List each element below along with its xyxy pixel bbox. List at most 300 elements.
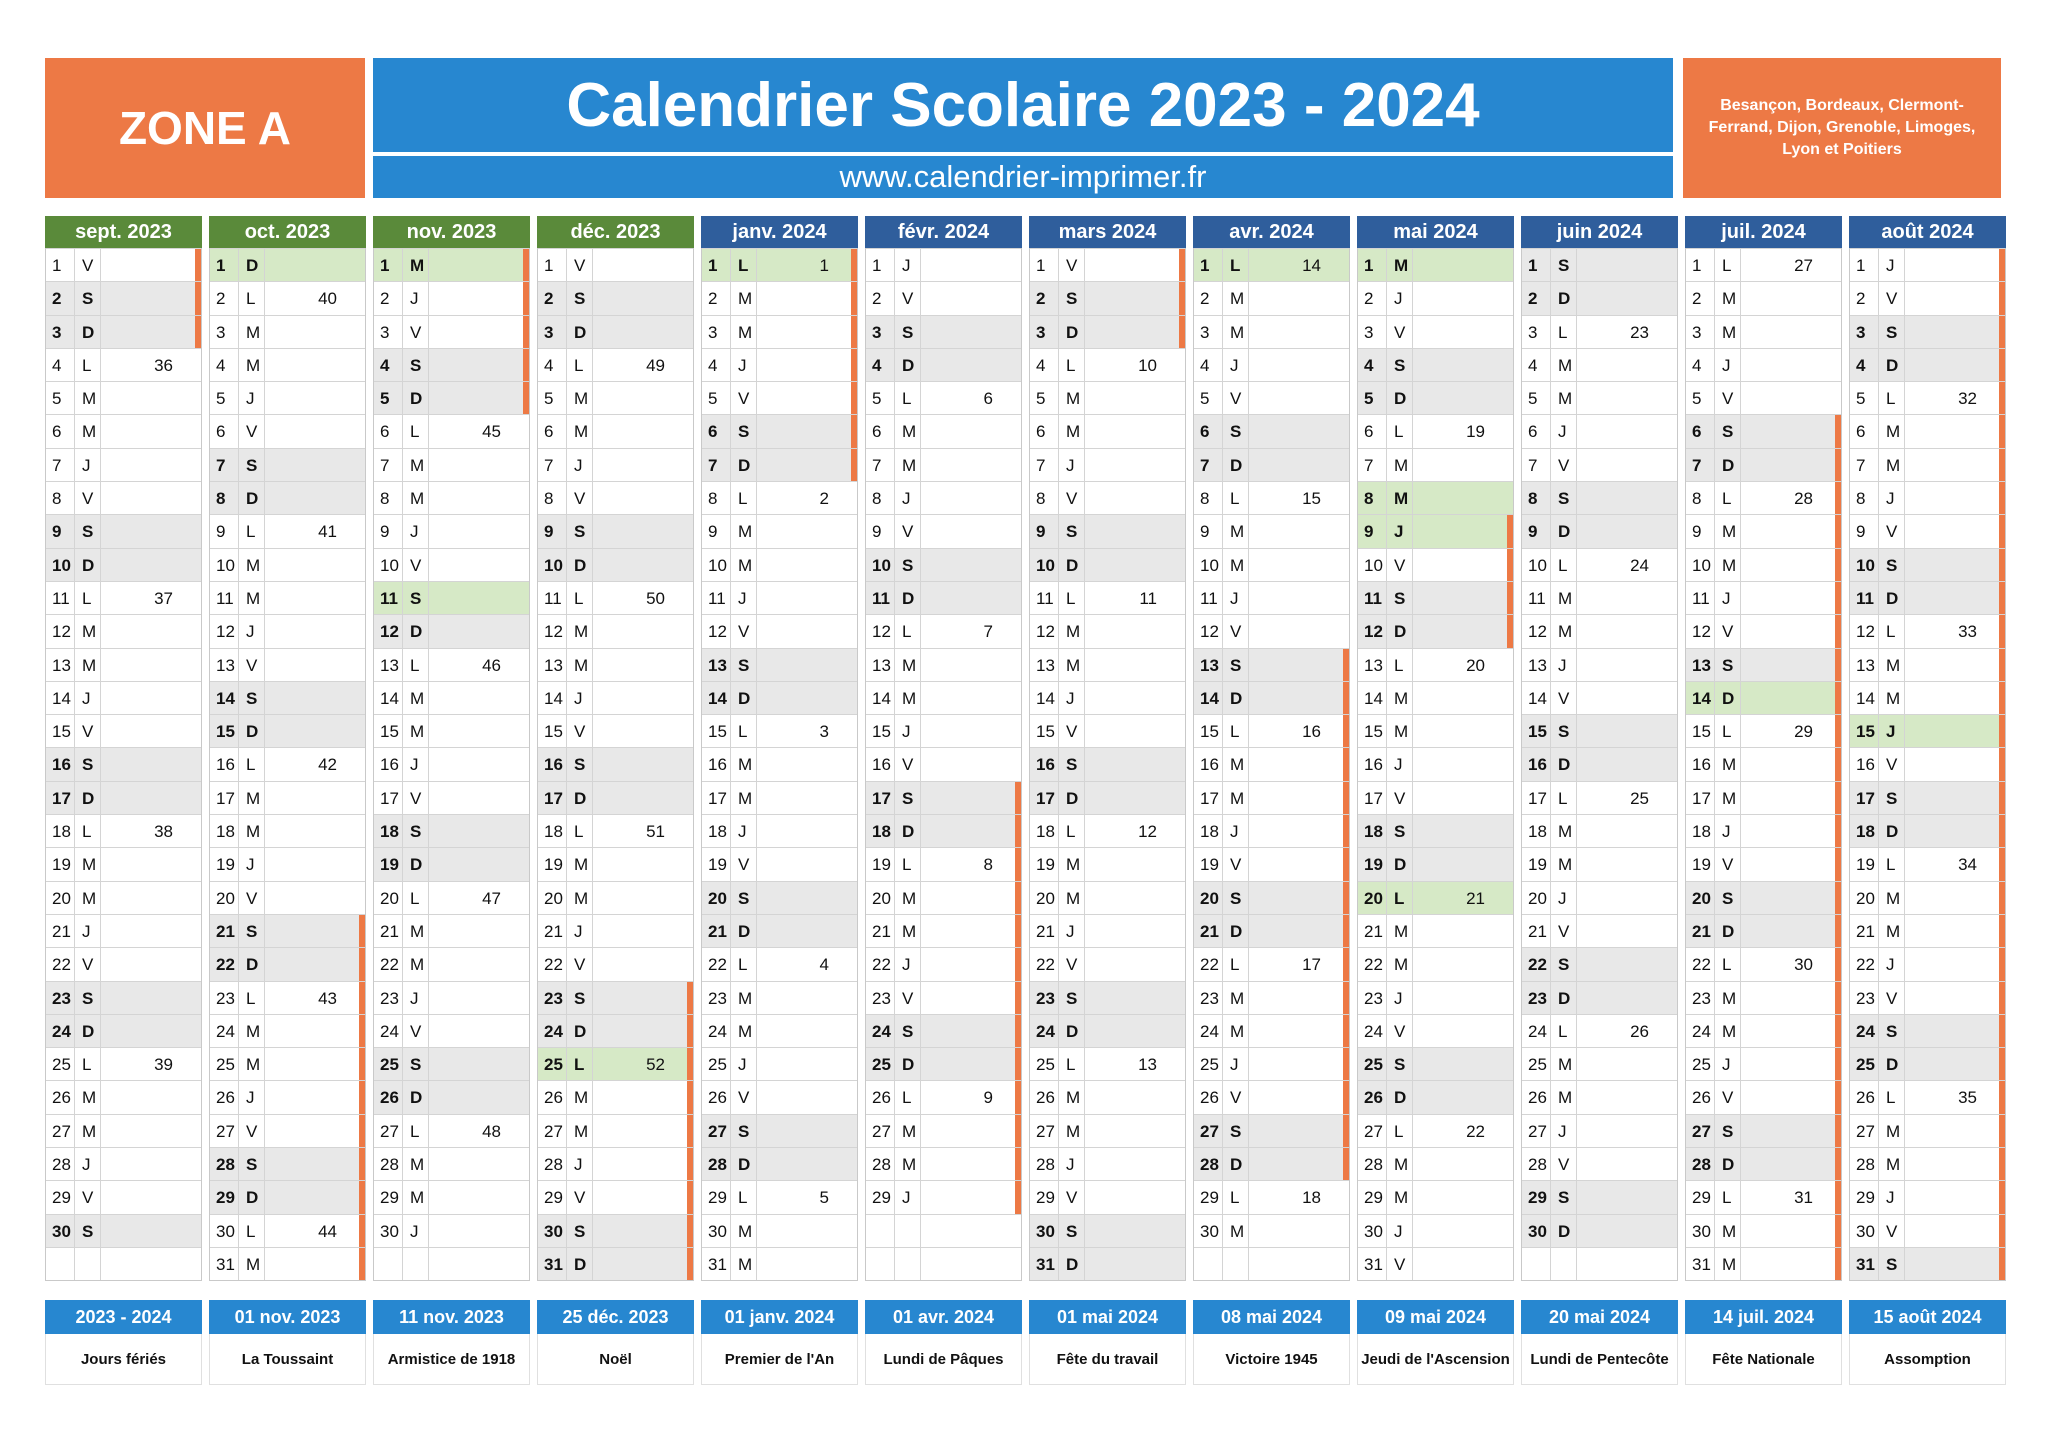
weekday-letter: D [1394, 389, 1407, 409]
vacation-marker [1507, 515, 1513, 547]
week-number: 29 [1794, 722, 1813, 742]
day-row [1522, 814, 1677, 847]
day-row [866, 1114, 1021, 1147]
day-row [46, 881, 201, 914]
day-number: 29 [1036, 1188, 1055, 1208]
month-header: avr. 2024 [1193, 216, 1350, 248]
day-number: 18 [872, 822, 891, 842]
weekday-letter: M [1722, 289, 1737, 309]
weekday-letter: M [1230, 755, 1245, 775]
day-row [538, 781, 693, 814]
day-number: 15 [544, 722, 563, 742]
week-number: 48 [482, 1121, 501, 1141]
day-number: 22 [1692, 955, 1711, 975]
month-header: sept. 2023 [45, 216, 202, 248]
day-row [538, 414, 693, 447]
month-column [45, 216, 202, 1281]
holiday-name: Lundi de Pâques [865, 1334, 1022, 1385]
weekday-letter: D [1558, 522, 1571, 542]
day-number: 14 [1200, 688, 1219, 708]
day-row [702, 648, 857, 681]
weekday-letter: J [410, 988, 419, 1008]
month-column [537, 216, 694, 1281]
holiday-name: La Toussaint [209, 1334, 366, 1385]
weekday-letter: J [1558, 422, 1567, 442]
weekday-letter: L [246, 289, 256, 309]
weekday-letter: D [1558, 755, 1571, 775]
day-number: 17 [1856, 788, 1875, 808]
day-row [1194, 947, 1349, 980]
day-number: 24 [1364, 1021, 1383, 1041]
weekday-letter: S [902, 555, 914, 575]
day-number: 28 [380, 1155, 399, 1175]
vacation-marker [1179, 249, 1185, 281]
weekday-letter: J [1394, 289, 1403, 309]
vacation-marker [1999, 1115, 2005, 1147]
weekday-letter: J [1066, 455, 1075, 475]
weekday-letter: L [1066, 1055, 1076, 1075]
day-row [1030, 548, 1185, 581]
day-row [1030, 381, 1185, 414]
weekday-letter: M [902, 688, 917, 708]
day-row [374, 1147, 529, 1180]
day-number: 20 [708, 888, 727, 908]
day-row [374, 681, 529, 714]
day-row [1030, 747, 1185, 780]
day-number: 15 [1692, 722, 1711, 742]
day-row [46, 315, 201, 348]
day-row [46, 814, 201, 847]
weekday-letter: S [574, 289, 586, 309]
day-row [210, 614, 365, 647]
day-number: 10 [216, 555, 235, 575]
day-number: 9 [1528, 522, 1538, 542]
day-row [46, 248, 201, 281]
day-row [210, 814, 365, 847]
day-row [866, 581, 1021, 614]
day-number: 28 [1856, 1155, 1875, 1175]
day-row [1358, 648, 1513, 681]
weekday-letter: J [738, 1055, 747, 1075]
day-row [866, 481, 1021, 514]
vacation-marker [1835, 415, 1841, 447]
week-number: 25 [1630, 788, 1649, 808]
vacation-marker [195, 282, 201, 314]
holiday-cell [1685, 1300, 1842, 1385]
vacation-marker [359, 948, 365, 980]
day-row [1522, 1047, 1677, 1080]
day-row [1686, 614, 1841, 647]
day-row [1358, 714, 1513, 747]
weekday-letter: D [738, 921, 751, 941]
day-number: 12 [708, 622, 727, 642]
weekday-letter: V [574, 722, 586, 742]
day-row [374, 448, 529, 481]
day-number: 11 [1036, 588, 1054, 608]
weekday-letter: D [574, 788, 587, 808]
month-column [1357, 216, 1514, 1281]
day-row [46, 914, 201, 947]
day-row [210, 481, 365, 514]
weekday-letter: V [82, 256, 94, 275]
weekday-letter: M [246, 355, 261, 375]
day-number: 14 [1856, 688, 1875, 708]
day-row [374, 1047, 529, 1080]
day-number: 20 [216, 888, 235, 908]
day-row [1522, 414, 1677, 447]
day-number: 28 [708, 1155, 727, 1175]
day-row [1030, 315, 1185, 348]
day-number: 7 [216, 455, 226, 475]
day-number: 16 [872, 755, 891, 775]
weekday-letter: J [1722, 1055, 1731, 1075]
vacation-marker [359, 1248, 365, 1280]
day-number: 15 [1036, 722, 1055, 742]
weekday-letter: V [1394, 555, 1406, 575]
weekday-letter: V [1394, 1021, 1406, 1041]
day-row [46, 1214, 201, 1247]
website-url[interactable]: www.calendrier-imprimer.fr [373, 156, 1673, 198]
day-number: 15 [216, 722, 235, 742]
day-row [1686, 1247, 1841, 1280]
weekday-letter: L [82, 588, 92, 608]
vacation-marker [1835, 815, 1841, 847]
weekday-letter: L [1394, 655, 1404, 675]
month-header: août 2024 [1849, 216, 2006, 248]
day-row [1194, 348, 1349, 381]
month-column [865, 216, 1022, 1281]
day-row [538, 281, 693, 314]
day-row [1358, 947, 1513, 980]
vacation-marker [1999, 1081, 2005, 1113]
day-number: 13 [1692, 655, 1711, 675]
day-row [210, 947, 365, 980]
week-number: 26 [1630, 1021, 1649, 1041]
weekday-letter: M [1558, 855, 1573, 875]
weekday-letter: M [1722, 555, 1737, 575]
weekday-letter: L [1886, 1088, 1896, 1108]
day-row [702, 514, 857, 547]
day-number: 4 [708, 355, 718, 375]
weekday-letter: V [1886, 988, 1898, 1008]
day-number: 1 [380, 256, 390, 275]
week-number: 46 [482, 655, 501, 675]
vacation-marker [1835, 1081, 1841, 1113]
day-number: 12 [544, 622, 563, 642]
day-number: 23 [216, 988, 235, 1008]
day-row [1850, 348, 2005, 381]
day-number: 20 [52, 888, 71, 908]
vacation-marker [687, 1115, 693, 1147]
weekday-letter: J [1066, 688, 1075, 708]
day-number: 19 [544, 855, 563, 875]
weekday-letter: L [246, 1221, 256, 1241]
weekday-letter: S [902, 322, 914, 342]
day-row [538, 914, 693, 947]
day-number: 5 [380, 389, 390, 409]
day-row [210, 248, 365, 281]
vacation-marker [195, 249, 201, 281]
day-row [1030, 414, 1185, 447]
weekday-letter: J [82, 688, 91, 708]
holiday-date: 14 juil. 2024 [1685, 1300, 1842, 1334]
day-row [374, 348, 529, 381]
day-number: 26 [1528, 1088, 1547, 1108]
vacation-marker [687, 1081, 693, 1113]
weekday-letter: V [246, 655, 258, 675]
day-number: 7 [1692, 455, 1702, 475]
day-row [538, 448, 693, 481]
day-number: 7 [1036, 455, 1046, 475]
week-number: 21 [1466, 888, 1485, 908]
day-row [1522, 1080, 1677, 1113]
day-row [1030, 281, 1185, 314]
day-number: 18 [544, 822, 563, 842]
week-number: 32 [1958, 389, 1977, 409]
day-number: 27 [1856, 1121, 1875, 1141]
weekday-letter: S [410, 1055, 422, 1075]
weekday-letter: S [1066, 755, 1078, 775]
weekday-letter: M [410, 1155, 425, 1175]
weekday-letter: M [1394, 256, 1409, 275]
weekday-letter: M [246, 788, 261, 808]
day-row [1686, 1180, 1841, 1213]
weekday-letter: D [738, 1155, 751, 1175]
day-number: 5 [1692, 389, 1702, 409]
vacation-marker [359, 915, 365, 947]
weekday-letter: S [574, 988, 586, 1008]
day-row [1358, 581, 1513, 614]
day-number: 3 [872, 322, 882, 342]
day-number: 15 [872, 722, 891, 742]
day-number: 30 [1200, 1221, 1219, 1241]
weekday-letter: M [1394, 955, 1409, 975]
weekday-letter: S [410, 588, 422, 608]
day-number: 5 [708, 389, 718, 409]
weekday-letter: M [1066, 389, 1081, 409]
day-number: 9 [216, 522, 226, 542]
day-number: 17 [216, 788, 235, 808]
day-row [1030, 481, 1185, 514]
weekday-letter: J [82, 455, 91, 475]
day-row [702, 981, 857, 1014]
vacation-marker [1999, 782, 2005, 814]
weekday-letter: J [902, 1188, 911, 1208]
weekday-letter: M [902, 1155, 917, 1175]
vacation-marker [1999, 815, 2005, 847]
holiday-name: Noël [537, 1334, 694, 1385]
weekday-letter: M [574, 422, 589, 442]
day-row [538, 1247, 693, 1280]
day-number: 31 [1036, 1254, 1055, 1274]
weekday-letter: D [82, 1021, 95, 1041]
day-row [46, 348, 201, 381]
week-number: 30 [1794, 955, 1813, 975]
weekday-letter: J [1230, 588, 1239, 608]
day-number: 19 [708, 855, 727, 875]
vacation-marker [1835, 948, 1841, 980]
weekday-letter: M [410, 455, 425, 475]
day-number: 13 [216, 655, 235, 675]
day-number: 24 [1856, 1021, 1875, 1041]
weekday-letter: M [1230, 788, 1245, 808]
holiday-name: Victoire 1945 [1193, 1334, 1350, 1385]
vacation-marker [1343, 1148, 1349, 1180]
weekday-letter: D [246, 1188, 259, 1208]
day-number: 3 [52, 322, 62, 342]
day-number: 6 [1528, 422, 1538, 442]
weekday-letter: D [574, 322, 587, 342]
day-row [1850, 814, 2005, 847]
day-number: 14 [544, 688, 563, 708]
day-number: 25 [380, 1055, 399, 1075]
day-row [374, 747, 529, 780]
vacation-marker [1343, 1048, 1349, 1080]
week-number: 27 [1794, 256, 1813, 275]
weekday-letter: J [902, 256, 911, 275]
day-row [1358, 281, 1513, 314]
day-row [1358, 981, 1513, 1014]
day-number: 28 [544, 1155, 563, 1175]
day-row [1030, 947, 1185, 980]
day-row [866, 781, 1021, 814]
weekday-letter: D [1394, 855, 1407, 875]
day-row [702, 1180, 857, 1213]
day-row [46, 681, 201, 714]
vacation-marker [1835, 848, 1841, 880]
day-row [1850, 714, 2005, 747]
day-number: 29 [872, 1188, 891, 1208]
weekday-letter: D [410, 855, 423, 875]
day-number: 20 [1364, 888, 1383, 908]
day-row [1850, 1147, 2005, 1180]
weekday-letter: D [902, 588, 915, 608]
day-number: 13 [52, 655, 71, 675]
vacation-marker [1343, 815, 1349, 847]
weekday-letter: M [1558, 355, 1573, 375]
day-row [1850, 514, 2005, 547]
day-number: 26 [1364, 1088, 1383, 1108]
day-number: 7 [872, 455, 882, 475]
day-row [1686, 1214, 1841, 1247]
day-number: 6 [872, 422, 882, 442]
day-row [1686, 248, 1841, 281]
day-row [866, 1014, 1021, 1047]
empty-day-row [1522, 1247, 1677, 1280]
weekday-letter: D [246, 256, 259, 275]
weekday-letter: M [1230, 1021, 1245, 1041]
weekday-letter: M [246, 1021, 261, 1041]
week-number: 10 [1138, 355, 1157, 375]
day-number: 31 [1364, 1254, 1383, 1274]
day-number: 17 [1364, 788, 1383, 808]
day-number: 24 [52, 1021, 71, 1041]
week-number: 7 [983, 622, 993, 642]
weekday-letter: L [410, 422, 420, 442]
day-number: 3 [1364, 322, 1374, 342]
weekday-letter: M [1558, 1088, 1573, 1108]
day-number: 21 [1200, 921, 1219, 941]
day-row [1686, 714, 1841, 747]
day-row [702, 847, 857, 880]
weekday-letter: D [246, 489, 259, 509]
day-row [374, 414, 529, 447]
day-row [1686, 681, 1841, 714]
day-row [538, 548, 693, 581]
weekday-letter: S [1394, 355, 1406, 375]
holiday-name: Lundi de Pentecôte [1521, 1334, 1678, 1385]
vacation-marker [851, 415, 857, 447]
day-number: 23 [1200, 988, 1219, 1008]
day-number: 15 [1528, 722, 1547, 742]
day-row [1522, 481, 1677, 514]
day-row [538, 947, 693, 980]
week-number: 20 [1466, 655, 1485, 675]
day-row [1522, 448, 1677, 481]
day-number: 26 [52, 1088, 71, 1108]
weekday-letter: L [1558, 555, 1568, 575]
day-row [46, 781, 201, 814]
weekday-letter: V [410, 322, 422, 342]
day-row [1686, 1047, 1841, 1080]
vacation-marker [1835, 782, 1841, 814]
day-row [538, 814, 693, 847]
weekday-letter: D [246, 722, 259, 742]
vacation-marker [1835, 1048, 1841, 1080]
day-number: 19 [872, 855, 891, 875]
day-row [1030, 714, 1185, 747]
vacation-marker [1015, 1081, 1021, 1113]
day-row [866, 315, 1021, 348]
vacation-marker [1835, 1015, 1841, 1047]
day-row [538, 481, 693, 514]
day-number: 25 [216, 1055, 235, 1075]
day-row [538, 315, 693, 348]
weekday-letter: S [1722, 888, 1734, 908]
vacation-marker [1343, 915, 1349, 947]
weekday-letter: V [1230, 389, 1242, 409]
day-number: 5 [1528, 389, 1538, 409]
empty-day-row [374, 1247, 529, 1280]
month-column [209, 216, 366, 1281]
day-row [1850, 481, 2005, 514]
day-row [1850, 1047, 2005, 1080]
day-number: 29 [1692, 1188, 1711, 1208]
day-number: 26 [1692, 1088, 1711, 1108]
weekday-letter: J [246, 855, 255, 875]
vacation-marker [1999, 615, 2005, 647]
weekday-letter: L [574, 822, 584, 842]
day-number: 15 [1364, 722, 1383, 742]
vacation-marker [687, 982, 693, 1014]
weekday-letter: L [574, 588, 584, 608]
day-row [702, 414, 857, 447]
vacation-marker [1999, 582, 2005, 614]
weekday-letter: M [1066, 888, 1081, 908]
vacation-marker [1507, 615, 1513, 647]
day-row [538, 1080, 693, 1113]
day-number: 27 [380, 1121, 399, 1141]
day-number: 30 [1692, 1221, 1711, 1241]
weekday-letter: V [902, 755, 914, 775]
weekday-letter: M [738, 289, 753, 309]
day-row [1030, 648, 1185, 681]
weekday-letter: V [1066, 955, 1078, 975]
day-row [1030, 681, 1185, 714]
day-row [1358, 1080, 1513, 1113]
week-number: 6 [983, 389, 993, 409]
day-row [1850, 1180, 2005, 1213]
